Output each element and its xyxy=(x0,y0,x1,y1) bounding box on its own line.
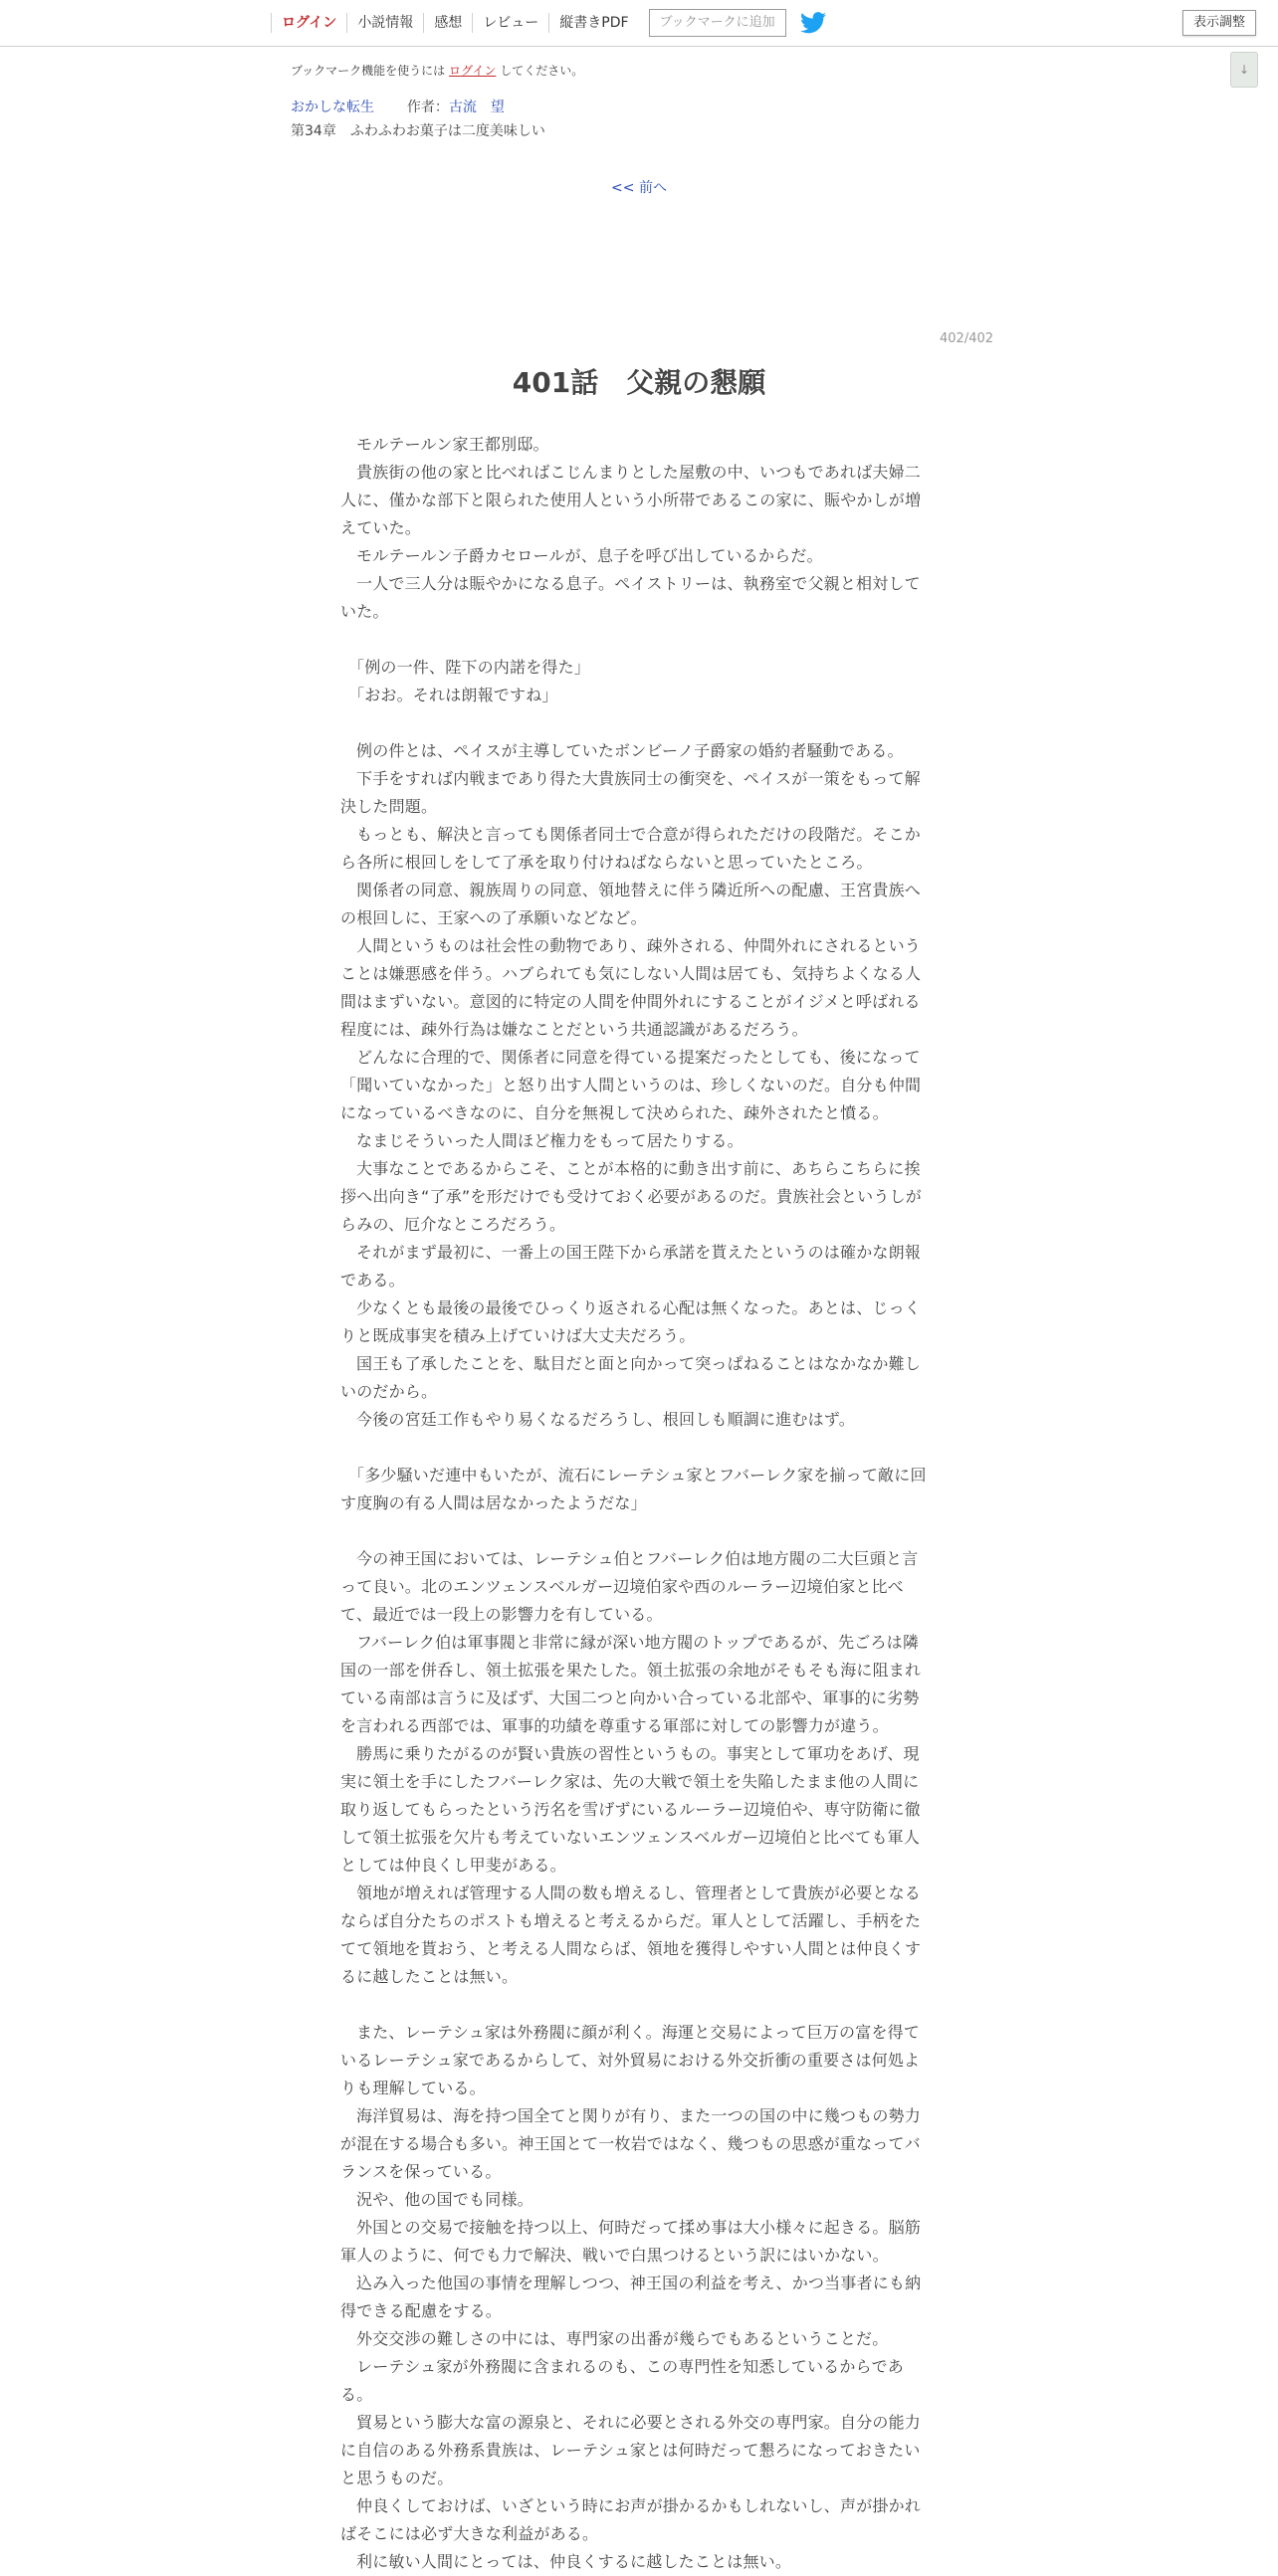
blank-line xyxy=(340,626,932,654)
nav-impressions-link[interactable]: 感想 xyxy=(423,13,472,33)
body-paragraph: 貿易という膨大な富の源泉と、それに必要とされる外交の専門家。自分の能力に自信のある外務系貴族は、レーテシュ家とは何時だって懇ろになっておきたいと思うものだ。 xyxy=(340,2413,922,2487)
body-paragraph: 国王も了承したことを、駄目だと面と向かって突っぱねることはなかなか難しいのだから。 xyxy=(340,1354,922,1401)
body-paragraph: 少なくとも最後の最後でひっくり返される心配は無くなった。あとは、じっくりと既成事実を積み上げていけば大丈夫だろう。 xyxy=(340,1298,922,1345)
scroll-down-arrow-icon[interactable]: ↓ xyxy=(1230,52,1258,88)
body-paragraph: 例の件とは、ペイスが主導していたボンビーノ子爵家の婚約者騒動である。 xyxy=(356,741,904,760)
body-paragraph: 込み入った他国の事情を理解しつつ、神王国の利益を考え、かつ当事者にも納得できる配慮をする。 xyxy=(340,2274,922,2320)
body-paragraph: モルテールン子爵カセロールが、息子を呼び出しているからだ。 xyxy=(356,546,823,565)
body-paragraph: フバーレク伯は軍事閥と非常に縁が深い地方閥のトップであるが、先ごろは隣国の一部を併呑し、領土拡張を果たした。領土拡張の余地がそもそも海に阻まれている南部は言うに及ばず、大国二つと向かい合っている北部や、軍事的に劣勢を言われる西部では、軍事的功績を尊重する軍部に対しての影響力が違う。 xyxy=(340,1633,922,1735)
bookmark-notice-text-end: してください。 xyxy=(496,64,584,78)
body-paragraph: レーテシュ家が外務閥に含まれるのも、この専門性を知悉しているからである。 xyxy=(340,2357,905,2404)
blank-line xyxy=(340,1517,932,1545)
author-label: 作者： xyxy=(406,99,449,115)
body-paragraph: 勝馬に乗りたがるのが賢い貴族の習性というもの。事実として軍功をあげ、現実に領土を手にしたフバーレク家は、先の大戦で領土を失陥したまま他の人間に取り返してもらったという汚名を雪げずにいるルーラー辺境伯や、専守防衛に徹して領土拡張を欠片も考えていないエンツェンスベルガー辺境伯と比べても軍人としては仲良くし甲斐がある。 xyxy=(340,1744,921,1875)
body-paragraph: 外国との交易で接触を持つ以上、何時だって揉め事は大小様々に起きる。脳筋軍人のように、何でも力で解決、戦いで白黒つけるという訳にはいかない。 xyxy=(340,2218,922,2265)
episode-title: 401話 父親の懇願 xyxy=(512,366,766,399)
prev-page-link[interactable]: << 前へ xyxy=(611,180,667,196)
page-number: 402/402 xyxy=(940,331,994,346)
body-paragraph: 「例の一件、陛下の内諾を得た」 xyxy=(348,658,591,677)
body-paragraph: 海洋貿易は、海を持つ国全てと関りが有り、また一つの国の中に幾つもの勢力が混在する場合も多い。神王国とて一枚岩ではなく、幾つもの思惑が重なってバランスを保っている。 xyxy=(340,2106,922,2181)
twitter-bird-icon[interactable] xyxy=(800,12,826,34)
bookmark-notice-text: ブックマーク機能を使うには xyxy=(291,64,449,78)
nav-login-link[interactable]: ログイン xyxy=(271,13,346,33)
body-paragraph: 今の神王国においては、レーテシュ伯とフバーレク伯は地方閥の二大巨頭と言って良い。北のエンツェンスベルガー辺境伯家や西のルーラー辺境伯家と比べて、最近では一段上の影響力を有している。 xyxy=(340,1549,919,1624)
body-paragraph: どんなに合理的で、関係者に同意を得ている提案だったとしても、後になって「聞いていなかった」と怒り出す人間というのは、珍しくないのだ。自分も仲間になっているべきなのに、自分を無視して決められた、疎外されたと憤る。 xyxy=(340,1048,922,1122)
body-paragraph: 一人で三人分は賑やかになる息子。ペイストリーは、執務室で父親と相対していた。 xyxy=(340,574,921,621)
novel-title-link[interactable]: おかしな転生 xyxy=(291,99,374,115)
body-paragraph: それがまず最初に、一番上の国王陛下から承諾を貰えたというのは確かな朗報である。 xyxy=(340,1243,922,1289)
blank-line xyxy=(340,1434,932,1462)
body-paragraph: 下手をすれば内戦まであり得た大貴族同士の衝突を、ペイスが一策をもって解決した問題。 xyxy=(340,769,921,816)
nav-review-link[interactable]: レビュー xyxy=(472,13,548,33)
display-adjust-button[interactable]: 表示調整 xyxy=(1182,10,1256,36)
top-nav-links xyxy=(271,0,826,46)
episode-body xyxy=(340,431,932,2576)
nav-novel-info-link[interactable]: 小説情報 xyxy=(346,13,423,33)
bookmark-login-notice xyxy=(291,62,583,79)
top-navigation-bar xyxy=(0,0,1278,47)
body-paragraph: 「おお。それは朗報ですね」 xyxy=(348,686,558,704)
body-paragraph: 利に敏い人間にとっては、仲良くするに越したことは無い。 xyxy=(356,2552,792,2571)
blank-line xyxy=(340,1991,932,2019)
body-paragraph: 関係者の同意、親族周りの同意、領地替えに伴う隣近所への配慮、王宮貴族への根回しに、王家への了承願いなどなど。 xyxy=(340,881,922,927)
body-paragraph: 今後の宮廷工作もやり易くなるだろうし、根回しも順調に進むはず。 xyxy=(356,1410,855,1429)
body-paragraph: もっとも、解決と言っても関係者同士で合意が得られただけの段階だ。そこから各所に根回しをして了承を取り付けねばならないと思っていたところ。 xyxy=(340,825,922,872)
novel-info-line xyxy=(291,97,505,116)
body-paragraph: 外交交渉の難しさの中には、専門家の出番が幾らでもあるということだ。 xyxy=(356,2329,889,2348)
body-paragraph: 況や、他の国でも同様。 xyxy=(356,2190,533,2209)
nav-vertical-pdf-link[interactable]: 縦書きPDF xyxy=(548,13,638,33)
body-paragraph: 「多少騒いだ連中もいたが、流石にレーテシュ家とフバーレク家を揃って敵に回す度胸の有る人間は居なかったようだな」 xyxy=(340,1466,927,1512)
body-paragraph: 大事なことであるからこそ、ことが本格的に動き出す前に、あちらこちらに挨拶へ出向き“了承”を形だけでも受けておく必要があるのだ。貴族社会というしがらみの、厄介なところだろう。 xyxy=(340,1159,922,1234)
body-paragraph: 貴族街の他の家と比べればこじんまりとした屋敷の中、いつもであれば夫婦二人に、僅かな部下と限られた使用人という小所帯であるこの家に、賑やかしが増えていた。 xyxy=(340,463,922,537)
chapter-title: 第34章 ふわふわお菓子は二度美味しい xyxy=(291,123,545,139)
body-paragraph: モルテールン家王都別邸。 xyxy=(356,435,549,454)
blank-line xyxy=(340,709,932,737)
body-paragraph: 仲良くしておけば、いざという時にお声が掛かるかもしれないし、声が掛かればそこには必ず大きな利益がある。 xyxy=(340,2496,922,2543)
body-paragraph: なまじそういった人間ほど権力をもって居たりする。 xyxy=(356,1131,744,1150)
bookmark-notice-login-link[interactable]: ログイン xyxy=(448,64,497,78)
body-paragraph: 人間というものは社会性の動物であり、疎外される、仲間外れにされるということは嫌悪感を伴う。ハブられても気にしない人間は居ても、気持ちよくなる人間はまずいない。意図的に特定の人間を仲間外れにすることがイジメと呼ばれる程度には、疎外行為は嫌なことだという共通認識があるだろう。 xyxy=(340,936,922,1039)
body-paragraph: また、レーテシュ家は外務閥に顔が利く。海運と交易によって巨万の富を得ているレーテシュ家であるからして、対外貿易における外交折衝の重要さは何処よりも理解している。 xyxy=(340,2023,921,2097)
add-bookmark-button[interactable]: ブックマークに追加 xyxy=(649,9,786,37)
author-link[interactable]: 古流 望 xyxy=(448,99,505,115)
body-paragraph: 領地が増えれば管理する人間の数も増えるし、管理者として貴族が必要となるならば自分たちのポストも増えると考えるからだ。軍人として活躍し、手柄をたてて領地を貰おう、と考える人間ならば、領地を獲得しやすい人間とは仲良くするに越したことは無い。 xyxy=(340,1883,922,1986)
